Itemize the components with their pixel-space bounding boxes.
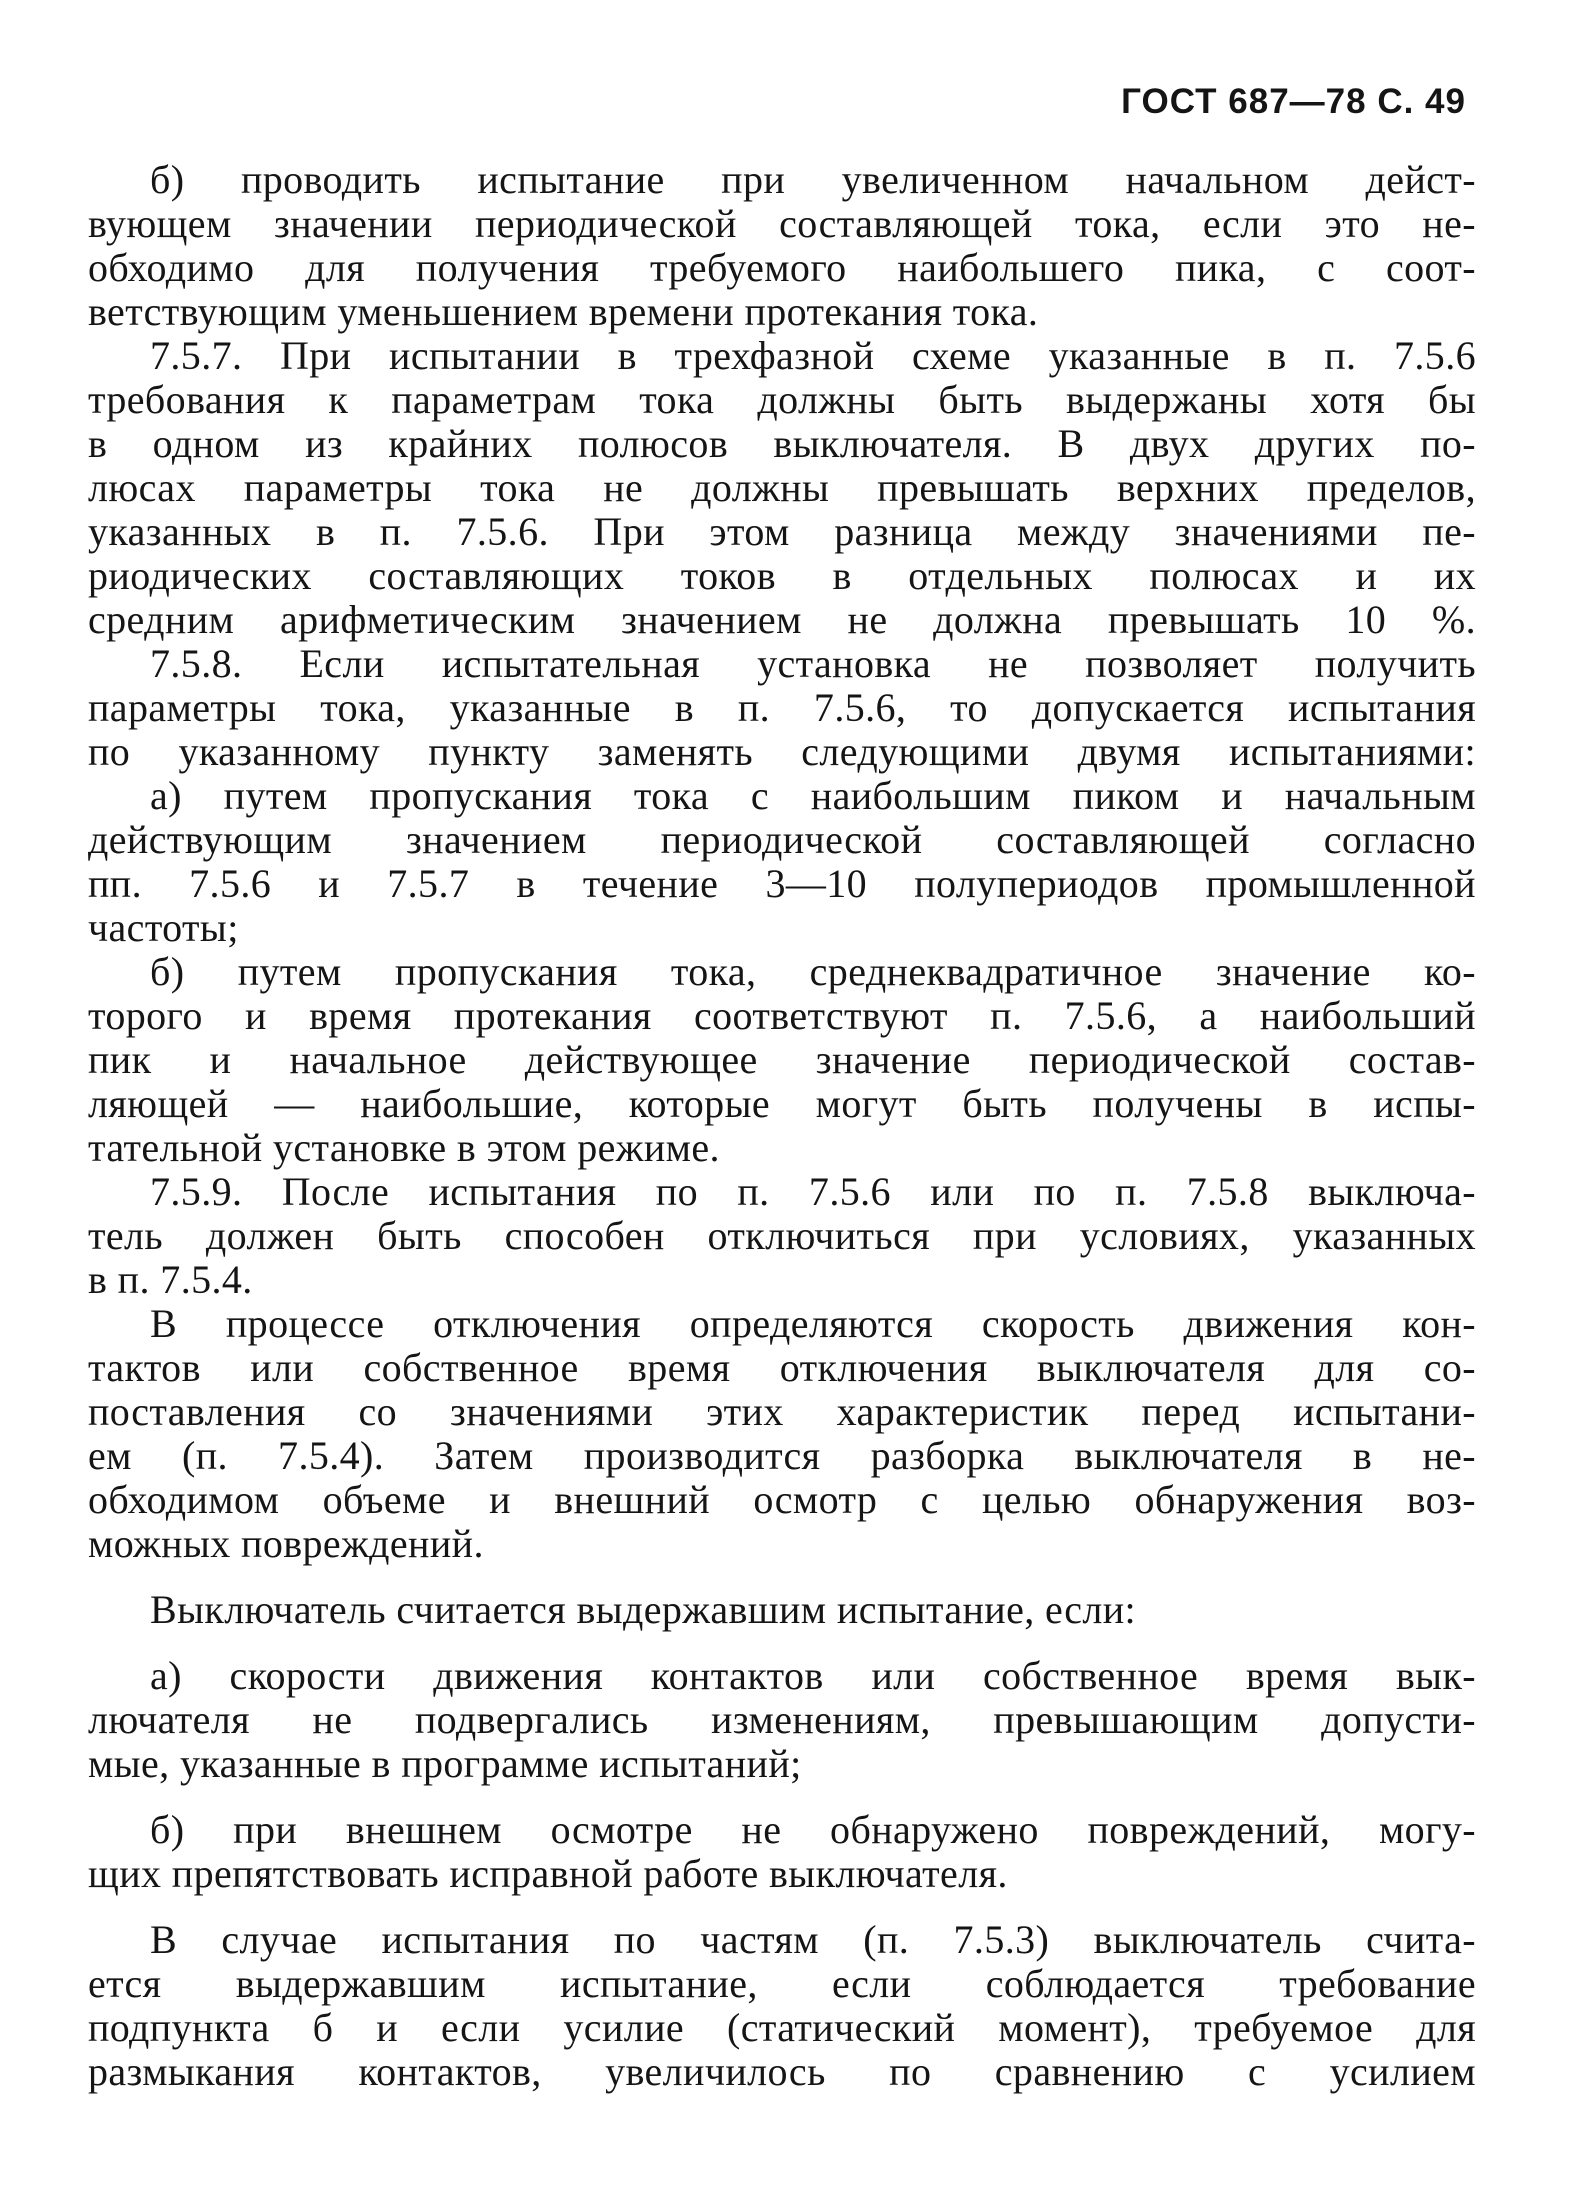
text-line: 7.5.9. После испытания по п. 7.5.6 или по п. 7.5.8 выключа- — [150, 1169, 1476, 1214]
text-line: ется выдержавшим испытание, если соблюдается требование — [88, 1961, 1476, 2006]
text-line: тательной установке в этом режиме. — [88, 1125, 720, 1170]
paragraph-a-contact-speed — [88, 1654, 1476, 1786]
text-line: частоты; — [88, 905, 239, 950]
text-line: подпункта б и если усилие (статический момент), требуемое для — [88, 2005, 1476, 2050]
text-line: обходимо для получения требуемого наибольшего пика, с соот- — [88, 245, 1476, 290]
text-line: в одном из крайних полюсов выключателя. В двух других по- — [88, 421, 1476, 466]
text-line: В случае испытания по частям (п. 7.5.3) выключатель счита- — [150, 1917, 1476, 1962]
paragraph-b-visual-inspection — [88, 1808, 1476, 1896]
text-line: 7.5.7. При испытании в трехфазной схеме указанные в п. 7.5.6 — [150, 333, 1476, 378]
paragraph-7-5-7 — [88, 334, 1476, 642]
text-line: лючателя не подвергались изменениям, превышающим допусти- — [88, 1697, 1476, 1742]
paragraph-partial-testing — [88, 1918, 1476, 2094]
paragraph-pass-criteria-intro — [88, 1588, 1476, 1632]
text-line: ляющей — наибольшие, которые могут быть получены в испы- — [88, 1081, 1476, 1126]
text-line: щих препятствовать исправной работе выключателя. — [88, 1851, 1008, 1896]
text-line: В процессе отключения определяются скорость движения кон- — [150, 1301, 1476, 1346]
text-line: по указанному пункту заменять следующими двумя испытаниями: — [88, 729, 1476, 774]
text-line: вующем значении периодической составляющей тока, если это не- — [88, 201, 1476, 246]
text-line: а) скорости движения контактов или собственное время вык- — [150, 1653, 1476, 1698]
document-body — [88, 158, 1476, 2094]
text-line: указанных в п. 7.5.6. При этом разница между значениями пе- — [88, 509, 1476, 554]
text-line: размыкания контактов, увеличилось по сравнению с усилием — [88, 2049, 1476, 2094]
text-line: риодических составляющих токов в отдельных полюсах и их — [88, 553, 1476, 598]
text-line: поставления со значениями этих характеристик перед испытани- — [88, 1389, 1476, 1434]
text-line: действующим значением периодической составляющей согласно — [88, 817, 1476, 862]
text-line: тель должен быть способен отключиться при условиях, указанных — [88, 1213, 1476, 1258]
text-line: параметры тока, указанные в п. 7.5.6, то допускается испытания — [88, 685, 1476, 730]
text-line: а) путем пропускания тока с наибольшим пиком и начальным — [150, 773, 1476, 818]
text-line: ветствующим уменьшением времени протекания тока. — [88, 289, 1039, 334]
text-line: б) при внешнем осмотре не обнаружено повреждений, могу- — [150, 1807, 1476, 1852]
text-line: обходимом объеме и внешний осмотр с целью обнаружения воз- — [88, 1477, 1476, 1522]
text-line: мые, указанные в программе испытаний; — [88, 1741, 802, 1786]
text-line: б) путем пропускания тока, среднеквадратичное значение ко- — [150, 949, 1476, 994]
paragraph-b-rms-current — [88, 950, 1476, 1170]
text-line: ем (п. 7.5.4). Затем производится разборка выключателя в не- — [88, 1433, 1476, 1478]
text-line: в п. 7.5.4. — [88, 1257, 253, 1302]
text-line: Выключатель считается выдержавшим испытание, если: — [150, 1587, 1137, 1632]
page-header: ГОСТ 687—78 С. 49 — [1121, 82, 1466, 121]
text-line: требования к параметрам тока должны быть выдержаны хотя бы — [88, 377, 1476, 422]
text-line: пп. 7.5.6 и 7.5.7 в течение 3—10 полупериодов промышленной — [88, 861, 1476, 906]
paragraph-b-test-increased-current — [88, 158, 1476, 334]
text-line: б) проводить испытание при увеличенном начальном дейст- — [150, 157, 1476, 202]
text-line: средним арифметическим значением не должна превышать 10 %. — [88, 597, 1476, 642]
text-line: 7.5.8. Если испытательная установка не позволяет получить — [150, 641, 1476, 686]
paragraph-7-5-9 — [88, 1170, 1476, 1302]
text-line: пик и начальное действующее значение периодической состав- — [88, 1037, 1476, 1082]
paragraph-disconnection-process — [88, 1302, 1476, 1566]
text-line: люсах параметры тока не должны превышать верхних пределов, — [88, 465, 1476, 510]
text-line: торого и время протекания соответствуют п. 7.5.6, а наибольший — [88, 993, 1476, 1038]
text-line: тактов или собственное время отключения выключателя для со- — [88, 1345, 1476, 1390]
text-line: можных повреждений. — [88, 1521, 484, 1566]
paragraph-a-peak-current — [88, 774, 1476, 950]
paragraph-7-5-8 — [88, 642, 1476, 774]
